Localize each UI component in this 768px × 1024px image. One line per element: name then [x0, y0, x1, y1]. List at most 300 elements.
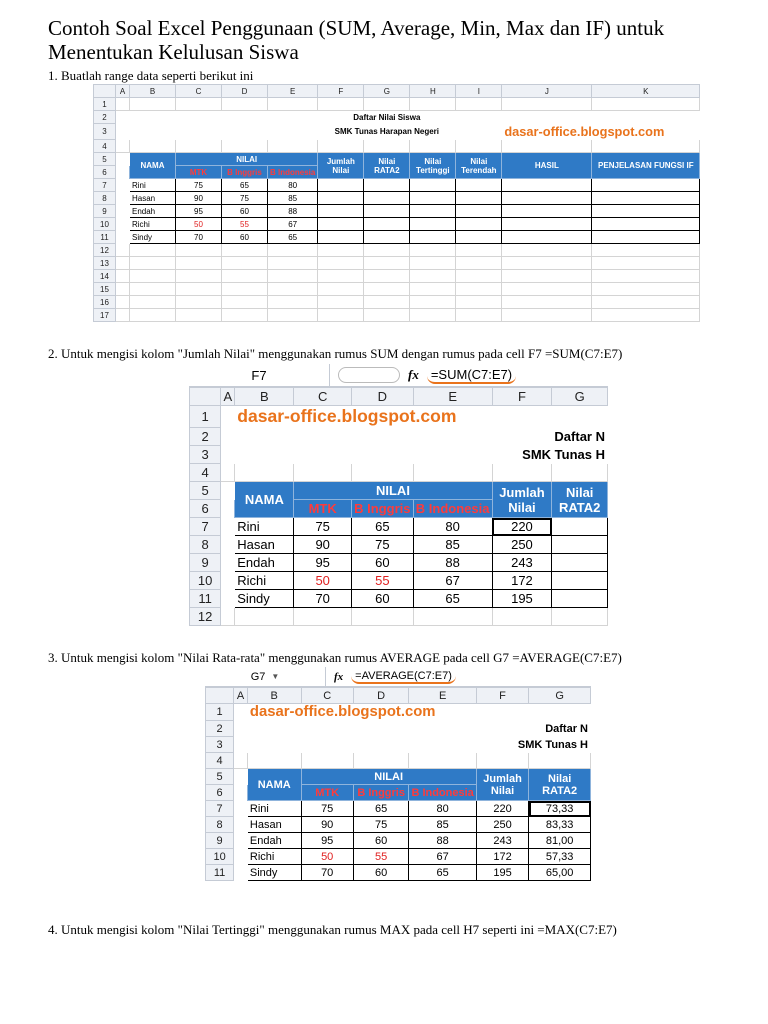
cell[interactable] — [502, 111, 592, 124]
cell-nilai-rata2[interactable] — [552, 518, 608, 536]
cell[interactable] — [176, 257, 222, 270]
cell-nilai-rata2[interactable] — [364, 192, 410, 205]
row-header-1[interactable]: 1 — [94, 98, 116, 111]
column-header-e[interactable]: E — [409, 688, 476, 704]
cell-b-inggris[interactable]: 75 — [222, 192, 268, 205]
column-header-e[interactable]: E — [268, 85, 318, 98]
cell[interactable] — [413, 428, 492, 446]
cell[interactable] — [456, 124, 502, 140]
row-header-6[interactable]: 6 — [94, 166, 116, 179]
cell-nama[interactable]: Rini — [247, 801, 301, 817]
cell-nilai-rata2[interactable]: 81,00 — [529, 833, 591, 849]
cell[interactable] — [502, 140, 592, 153]
row-header-14[interactable]: 14 — [94, 270, 116, 283]
cell[interactable] — [492, 428, 552, 446]
cell[interactable] — [130, 309, 176, 322]
cell-mtk[interactable]: 90 — [294, 536, 351, 554]
cell[interactable] — [268, 283, 318, 296]
cell[interactable] — [476, 704, 528, 721]
cell[interactable] — [234, 849, 248, 865]
cell[interactable] — [116, 296, 130, 309]
cell[interactable] — [301, 753, 353, 769]
cell[interactable] — [234, 865, 248, 881]
column-header-b[interactable]: B — [130, 85, 176, 98]
cell[interactable] — [176, 296, 222, 309]
cell[interactable] — [364, 244, 410, 257]
cell-mtk[interactable]: 50 — [301, 849, 353, 865]
column-header-d[interactable]: D — [353, 688, 409, 704]
cell[interactable] — [176, 270, 222, 283]
cell[interactable] — [410, 140, 456, 153]
row-header-13[interactable]: 13 — [94, 257, 116, 270]
row-header-16[interactable]: 16 — [94, 296, 116, 309]
row-header-5[interactable]: 5 — [94, 153, 116, 166]
cell-b-inggris[interactable]: 55 — [353, 849, 409, 865]
cell[interactable] — [235, 464, 294, 482]
cell[interactable] — [221, 464, 235, 482]
cell[interactable] — [410, 270, 456, 283]
cell[interactable] — [410, 309, 456, 322]
row-header-2[interactable]: 2 — [190, 428, 221, 446]
cell-jumlah-nilai[interactable]: 243 — [492, 554, 552, 572]
column-header-d[interactable]: D — [222, 85, 268, 98]
column-header-a[interactable]: A — [116, 85, 130, 98]
cell[interactable] — [592, 270, 700, 283]
cell[interactable] — [456, 244, 502, 257]
cell[interactable] — [552, 464, 608, 482]
cell[interactable] — [456, 140, 502, 153]
cell-b-inggris[interactable]: 60 — [351, 554, 413, 572]
row-header-7[interactable]: 7 — [94, 179, 116, 192]
row-header-10[interactable]: 10 — [206, 849, 234, 865]
cell[interactable] — [410, 244, 456, 257]
column-header-d[interactable]: D — [351, 388, 413, 406]
column-header-g[interactable]: G — [364, 85, 410, 98]
row-header-7[interactable]: 7 — [206, 801, 234, 817]
row-header-9[interactable]: 9 — [94, 205, 116, 218]
column-header-f[interactable]: F — [476, 688, 528, 704]
cell[interactable] — [592, 309, 700, 322]
column-header-j[interactable]: J — [502, 85, 592, 98]
cell[interactable] — [318, 140, 364, 153]
cell-b-indonesia[interactable]: 67 — [409, 849, 476, 865]
cell[interactable] — [234, 833, 248, 849]
cell[interactable] — [221, 500, 235, 518]
formula-input[interactable]: =SUM(C7:E7) — [427, 367, 516, 384]
cell[interactable] — [116, 205, 130, 218]
row-header-3[interactable]: 3 — [190, 446, 221, 464]
cell[interactable] — [130, 111, 176, 124]
cell[interactable] — [364, 98, 410, 111]
cell[interactable] — [130, 98, 176, 111]
cell[interactable] — [364, 296, 410, 309]
cell[interactable] — [268, 124, 318, 140]
column-header-a[interactable]: A — [234, 688, 248, 704]
cell[interactable] — [301, 721, 353, 737]
cell-jumlah-nilai[interactable]: 220 — [476, 801, 528, 817]
column-header-h[interactable]: H — [410, 85, 456, 98]
cell[interactable] — [353, 737, 409, 753]
cell[interactable] — [364, 309, 410, 322]
cell[interactable] — [235, 608, 294, 626]
row-header-10[interactable]: 10 — [94, 218, 116, 231]
cell[interactable] — [221, 590, 235, 608]
cell-jumlah-nilai[interactable]: 195 — [476, 865, 528, 881]
column-header-c[interactable]: C — [176, 85, 222, 98]
cell-b-indonesia[interactable]: 88 — [409, 833, 476, 849]
cell-nama[interactable]: Hasan — [247, 817, 301, 833]
cell[interactable] — [247, 737, 301, 753]
cell-nilai-rata2[interactable] — [364, 218, 410, 231]
select-all-corner[interactable] — [206, 688, 234, 704]
cell[interactable] — [410, 257, 456, 270]
row-header-4[interactable]: 4 — [94, 140, 116, 153]
cell[interactable] — [318, 98, 364, 111]
cell[interactable] — [176, 124, 222, 140]
cell-mtk[interactable]: 90 — [176, 192, 222, 205]
cell[interactable] — [247, 753, 301, 769]
cell-nilai-rata2[interactable] — [552, 536, 608, 554]
cell[interactable] — [552, 608, 608, 626]
cell[interactable] — [318, 270, 364, 283]
cell-b-indonesia[interactable]: 65 — [413, 590, 492, 608]
row-header-5[interactable]: 5 — [190, 482, 221, 500]
cell-mtk[interactable]: 70 — [176, 231, 222, 244]
blog-link[interactable]: dasar-office.blogspot.com — [249, 704, 436, 720]
cell-mtk[interactable]: 75 — [294, 518, 351, 536]
cell[interactable] — [222, 309, 268, 322]
cell[interactable] — [409, 737, 476, 753]
column-header-f[interactable]: F — [318, 85, 364, 98]
row-header-6[interactable]: 6 — [206, 785, 234, 801]
cell-b-inggris[interactable]: 65 — [222, 179, 268, 192]
cell[interactable] — [413, 446, 492, 464]
cell-nilai-rata2[interactable] — [364, 179, 410, 192]
cell[interactable] — [221, 536, 235, 554]
cell[interactable] — [413, 608, 492, 626]
blog-link[interactable]: dasar-office.blogspot.com — [504, 124, 665, 139]
cell-b-inggris[interactable]: 75 — [351, 536, 413, 554]
cell[interactable] — [364, 270, 410, 283]
cell[interactable] — [364, 257, 410, 270]
cell[interactable] — [235, 428, 294, 446]
cell[interactable] — [502, 98, 592, 111]
cell[interactable] — [364, 140, 410, 153]
cell[interactable] — [222, 111, 268, 124]
row-header-4[interactable]: 4 — [190, 464, 221, 482]
cell[interactable] — [456, 98, 502, 111]
row-header-17[interactable]: 17 — [94, 309, 116, 322]
cell-b-inggris[interactable]: 75 — [353, 817, 409, 833]
cell[interactable] — [351, 428, 413, 446]
cell[interactable] — [116, 244, 130, 257]
cell[interactable] — [456, 111, 502, 124]
cell[interactable] — [176, 111, 222, 124]
cell[interactable] — [221, 608, 235, 626]
cell-b-inggris[interactable]: 60 — [353, 833, 409, 849]
cell[interactable] — [235, 446, 294, 464]
column-header-c[interactable]: C — [294, 388, 351, 406]
cell[interactable] — [268, 111, 318, 124]
cell[interactable] — [116, 231, 130, 244]
cell[interactable] — [222, 244, 268, 257]
column-header-e[interactable]: E — [413, 388, 492, 406]
cell-nama[interactable]: Sindy — [235, 590, 294, 608]
cell[interactable] — [116, 140, 130, 153]
cell-nama[interactable]: Richi — [247, 849, 301, 865]
cell[interactable] — [234, 769, 248, 785]
cell[interactable] — [529, 753, 591, 769]
cell[interactable] — [116, 270, 130, 283]
name-box[interactable]: F7 — [189, 364, 330, 386]
cell-jumlah-nilai[interactable]: 250 — [492, 536, 552, 554]
cell-b-indonesia[interactable]: 85 — [413, 536, 492, 554]
column-header-f[interactable]: F — [492, 388, 552, 406]
cell[interactable] — [116, 166, 130, 179]
cell-b-indonesia[interactable]: 80 — [268, 179, 318, 192]
cell[interactable] — [492, 406, 552, 428]
cell-nama[interactable]: Hasan — [130, 192, 176, 205]
row-header-15[interactable]: 15 — [94, 283, 116, 296]
cell[interactable] — [176, 244, 222, 257]
cell[interactable] — [222, 257, 268, 270]
cell[interactable] — [413, 464, 492, 482]
cell[interactable] — [268, 257, 318, 270]
cell[interactable] — [409, 753, 476, 769]
cell[interactable] — [456, 218, 502, 231]
cell[interactable] — [130, 244, 176, 257]
row-header-11[interactable]: 11 — [94, 231, 116, 244]
cell[interactable] — [176, 140, 222, 153]
column-header-k[interactable]: K — [592, 85, 700, 98]
cell-jumlah-nilai[interactable]: 172 — [492, 572, 552, 590]
cell[interactable] — [268, 296, 318, 309]
cell[interactable] — [176, 283, 222, 296]
cell[interactable] — [502, 244, 592, 257]
formula-input[interactable]: =AVERAGE(C7:E7) — [351, 670, 456, 684]
fx-icon[interactable]: fx — [334, 670, 344, 683]
cell[interactable] — [221, 518, 235, 536]
column-header-g[interactable]: G — [552, 388, 608, 406]
cell-b-inggris[interactable]: 65 — [351, 518, 413, 536]
cell[interactable] — [592, 179, 700, 192]
cell[interactable] — [410, 179, 456, 192]
row-header-12[interactable]: 12 — [94, 244, 116, 257]
blog-link[interactable]: dasar-office.blogspot.com — [237, 406, 457, 426]
cell[interactable] — [456, 296, 502, 309]
column-header-i[interactable]: I — [456, 85, 502, 98]
cell-nama[interactable]: Hasan — [235, 536, 294, 554]
cell[interactable] — [456, 257, 502, 270]
cell[interactable] — [116, 153, 130, 166]
cell-nilai-rata2[interactable] — [364, 205, 410, 218]
column-header-b[interactable]: B — [235, 388, 294, 406]
cell[interactable] — [234, 785, 248, 801]
cell-nilai-rata2[interactable] — [364, 231, 410, 244]
cell-jumlah-nilai[interactable]: 172 — [476, 849, 528, 865]
cell-b-inggris[interactable]: 60 — [222, 231, 268, 244]
cell-jumlah-nilai[interactable] — [318, 231, 364, 244]
cell-b-indonesia[interactable]: 67 — [413, 572, 492, 590]
cell[interactable] — [592, 244, 700, 257]
cell-nilai-rata2[interactable] — [552, 572, 608, 590]
cell-b-inggris[interactable]: 55 — [222, 218, 268, 231]
cell[interactable] — [301, 737, 353, 753]
cell-mtk[interactable]: 70 — [294, 590, 351, 608]
column-header-b[interactable]: B — [247, 688, 301, 704]
cell-jumlah-nilai[interactable] — [318, 218, 364, 231]
select-all-corner[interactable] — [190, 388, 221, 406]
cell[interactable] — [410, 205, 456, 218]
row-header-2[interactable]: 2 — [206, 721, 234, 737]
cell[interactable] — [130, 124, 176, 140]
cell-nilai-rata2[interactable]: 65,00 — [529, 865, 591, 881]
cell[interactable] — [318, 283, 364, 296]
row-header-12[interactable]: 12 — [190, 608, 221, 626]
cell[interactable] — [410, 218, 456, 231]
cell[interactable] — [222, 98, 268, 111]
cell[interactable] — [318, 257, 364, 270]
cell-jumlah-nilai[interactable]: 243 — [476, 833, 528, 849]
cell[interactable] — [592, 296, 700, 309]
cell-jumlah-nilai[interactable] — [318, 205, 364, 218]
cell[interactable] — [456, 179, 502, 192]
cell[interactable] — [592, 98, 700, 111]
cell[interactable] — [130, 283, 176, 296]
cell-mtk[interactable]: 50 — [176, 218, 222, 231]
cell-b-inggris[interactable]: 60 — [353, 865, 409, 881]
cell[interactable] — [552, 406, 608, 428]
cell[interactable] — [318, 296, 364, 309]
cell-mtk[interactable]: 75 — [301, 801, 353, 817]
cell[interactable] — [116, 309, 130, 322]
cell[interactable] — [410, 192, 456, 205]
cell-nama[interactable]: Richi — [130, 218, 176, 231]
cell[interactable] — [410, 98, 456, 111]
cell[interactable] — [410, 283, 456, 296]
cell[interactable] — [456, 283, 502, 296]
cell[interactable] — [268, 309, 318, 322]
cell[interactable] — [529, 704, 591, 721]
cell-jumlah-nilai[interactable]: 195 — [492, 590, 552, 608]
cell[interactable] — [176, 309, 222, 322]
cell[interactable] — [592, 283, 700, 296]
row-header-11[interactable]: 11 — [190, 590, 221, 608]
cell[interactable] — [456, 231, 502, 244]
cell-nilai-rata2[interactable]: 73,33 — [529, 801, 591, 817]
cell[interactable] — [353, 753, 409, 769]
cell[interactable] — [592, 218, 700, 231]
cell[interactable] — [234, 737, 248, 753]
cell-nama[interactable]: Endah — [235, 554, 294, 572]
cell-mtk[interactable]: 95 — [176, 205, 222, 218]
column-header-c[interactable]: C — [301, 688, 353, 704]
cell[interactable] — [456, 192, 502, 205]
cell[interactable] — [234, 801, 248, 817]
cell[interactable] — [502, 231, 592, 244]
cell[interactable] — [221, 554, 235, 572]
select-all-corner[interactable] — [94, 85, 116, 98]
column-header-g[interactable]: G — [529, 688, 591, 704]
column-header-a[interactable]: A — [221, 388, 235, 406]
cell[interactable] — [318, 309, 364, 322]
cell[interactable] — [116, 283, 130, 296]
row-header-9[interactable]: 9 — [206, 833, 234, 849]
row-header-5[interactable]: 5 — [206, 769, 234, 785]
cell[interactable] — [409, 721, 476, 737]
cell[interactable] — [234, 753, 248, 769]
fx-icon[interactable]: fx — [408, 367, 419, 382]
cell-jumlah-nilai[interactable] — [318, 192, 364, 205]
cell-mtk[interactable]: 50 — [294, 572, 351, 590]
cell-mtk[interactable]: 95 — [294, 554, 351, 572]
row-header-3[interactable]: 3 — [94, 124, 116, 140]
cell-mtk[interactable]: 90 — [301, 817, 353, 833]
name-box[interactable] — [205, 667, 326, 686]
cell[interactable] — [130, 270, 176, 283]
cell[interactable] — [116, 111, 130, 124]
cell[interactable] — [222, 270, 268, 283]
cell-nilai-rata2[interactable]: 83,33 — [529, 817, 591, 833]
cell[interactable] — [222, 124, 268, 140]
cell-nama[interactable]: Rini — [235, 518, 294, 536]
cell[interactable] — [410, 231, 456, 244]
cell-nilai-rata2[interactable] — [552, 590, 608, 608]
cell[interactable] — [502, 205, 592, 218]
cell[interactable] — [592, 111, 700, 124]
cell-b-indonesia[interactable]: 65 — [409, 865, 476, 881]
cell[interactable] — [268, 244, 318, 257]
cell[interactable] — [476, 753, 528, 769]
cell[interactable] — [502, 218, 592, 231]
cell[interactable] — [410, 296, 456, 309]
cell[interactable] — [492, 608, 552, 626]
cell[interactable] — [247, 721, 301, 737]
cell[interactable] — [456, 270, 502, 283]
formula-bar-handle[interactable] — [338, 367, 400, 383]
cell-nama[interactable]: Sindy — [247, 865, 301, 881]
cell[interactable] — [502, 179, 592, 192]
cell[interactable] — [294, 428, 351, 446]
cell[interactable] — [130, 257, 176, 270]
cell[interactable] — [294, 608, 351, 626]
chevron-down-icon[interactable]: ▼ — [271, 672, 280, 681]
cell-nama[interactable]: Richi — [235, 572, 294, 590]
cell[interactable] — [116, 257, 130, 270]
cell-jumlah-nilai[interactable]: 250 — [476, 817, 528, 833]
row-header-10[interactable]: 10 — [190, 572, 221, 590]
cell[interactable] — [234, 704, 248, 721]
row-header-9[interactable]: 9 — [190, 554, 221, 572]
row-header-8[interactable]: 8 — [94, 192, 116, 205]
cell-b-indonesia[interactable]: 85 — [409, 817, 476, 833]
row-header-1[interactable]: 1 — [190, 406, 221, 428]
cell[interactable] — [318, 244, 364, 257]
cell-b-indonesia[interactable]: 80 — [409, 801, 476, 817]
cell[interactable] — [222, 283, 268, 296]
cell-b-inggris[interactable]: 65 — [353, 801, 409, 817]
cell[interactable] — [456, 205, 502, 218]
cell[interactable] — [234, 817, 248, 833]
cell[interactable] — [294, 446, 351, 464]
cell[interactable] — [116, 192, 130, 205]
cell[interactable] — [268, 140, 318, 153]
cell[interactable] — [222, 140, 268, 153]
cell[interactable] — [268, 98, 318, 111]
row-header-4[interactable]: 4 — [206, 753, 234, 769]
cell[interactable] — [221, 428, 235, 446]
cell[interactable] — [268, 270, 318, 283]
